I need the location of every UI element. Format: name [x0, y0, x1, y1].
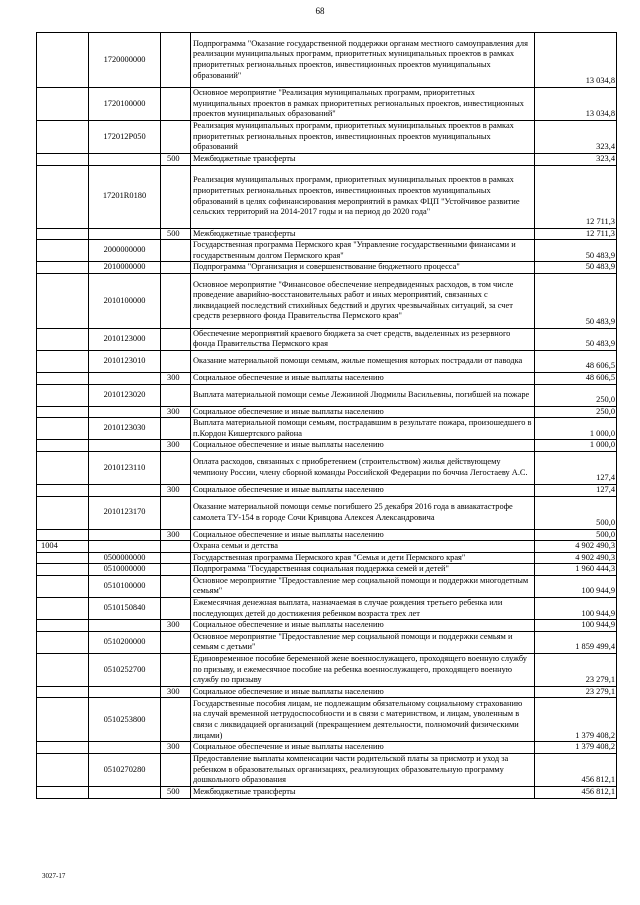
target-article-code-cell: 2010123000	[89, 328, 161, 350]
expense-type-code-cell: 300	[161, 686, 191, 698]
table-row	[37, 575, 617, 597]
target-article-code-cell: 2010123170	[89, 496, 161, 529]
table-row	[37, 373, 617, 385]
amount-cell: 48 606,5	[535, 351, 617, 373]
amount-cell: 1 000,0	[535, 440, 617, 452]
section-code-cell	[37, 742, 89, 754]
table-row	[37, 653, 617, 686]
target-article-code-cell	[89, 787, 161, 799]
expense-type-code-cell: 300	[161, 373, 191, 385]
item-name-cell: Охрана семьи и детства	[191, 541, 535, 553]
amount-cell: 23 279,1	[535, 653, 617, 686]
amount-cell: 12 711,3	[535, 228, 617, 240]
expense-type-code-cell	[161, 496, 191, 529]
target-article-code-cell	[89, 742, 161, 754]
section-code-cell	[37, 529, 89, 541]
section-code-cell	[37, 597, 89, 619]
table-row	[37, 418, 617, 440]
table-row	[37, 165, 617, 228]
amount-cell: 4 902 490,3	[535, 552, 617, 564]
target-article-code-cell: 1720100000	[89, 88, 161, 121]
section-code-cell	[37, 575, 89, 597]
section-code-cell	[37, 552, 89, 564]
table-row	[37, 698, 617, 742]
section-code-cell	[37, 273, 89, 328]
section-code-cell	[37, 564, 89, 576]
target-article-code-cell: 0510150840	[89, 597, 161, 619]
expense-type-code-cell	[161, 384, 191, 406]
amount-cell: 1 000,0	[535, 418, 617, 440]
target-article-code-cell	[89, 541, 161, 553]
target-article-code-cell: 0510270280	[89, 754, 161, 787]
expense-type-code-cell: 300	[161, 406, 191, 418]
item-name-cell: Социальное обеспечение и иные выплаты населению	[191, 686, 535, 698]
target-article-code-cell	[89, 686, 161, 698]
item-name-cell: Оказание материальной помощи семье погибшего 25 декабря 2016 года в авиакатастрофе самолета ТУ-154 в городе Сочи Кривцова Алексея Александровича	[191, 496, 535, 529]
item-name-cell: Единовременное пособие беременной жене военнослужащего, проходящего военную службу по призыву, и ежемесячное пособие на ребенка военнослужащего, проходящего военную службу по призыву	[191, 653, 535, 686]
amount-cell: 50 483,9	[535, 273, 617, 328]
target-article-code-cell: 0510200000	[89, 631, 161, 653]
amount-cell: 1 379 408,2	[535, 698, 617, 742]
section-code-cell	[37, 228, 89, 240]
item-name-cell: Оказание материальной помощи семьям, жилые помещения которых пострадали от паводка	[191, 351, 535, 373]
table-row	[37, 451, 617, 484]
table-row	[37, 620, 617, 632]
expense-type-code-cell	[161, 541, 191, 553]
target-article-code-cell: 2010100000	[89, 273, 161, 328]
section-code-cell	[37, 328, 89, 350]
expense-type-code-cell: 300	[161, 742, 191, 754]
item-name-cell: Государственная программа Пермского края "Управление государственными финансами и государственным долгом Пермского края"	[191, 240, 535, 262]
item-name-cell: Выплата материальной помощи семье Лежниной Людмилы Васильевны, погибшей на пожаре	[191, 384, 535, 406]
table-row	[37, 273, 617, 328]
expense-type-code-cell	[161, 165, 191, 228]
amount-cell: 4 902 490,3	[535, 541, 617, 553]
expense-type-code-cell	[161, 564, 191, 576]
amount-cell: 127,4	[535, 451, 617, 484]
section-code-cell	[37, 686, 89, 698]
table-row	[37, 564, 617, 576]
section-code-cell	[37, 631, 89, 653]
amount-cell: 100 944,9	[535, 597, 617, 619]
expense-type-code-cell	[161, 552, 191, 564]
item-name-cell: Межбюджетные трансферты	[191, 154, 535, 166]
section-code-cell	[37, 653, 89, 686]
table-row	[37, 686, 617, 698]
table-row	[37, 552, 617, 564]
target-article-code-cell	[89, 529, 161, 541]
target-article-code-cell: 2010123030	[89, 418, 161, 440]
section-code-cell	[37, 165, 89, 228]
item-name-cell: Основное мероприятие "Финансовое обеспечение непредвиденных расходов, в том числе проведение аварийно-восстановительных работ и иных мероприятий, связанных с ликвидацией последствий стихийных бедствий и других чрезвычайных ситуаций, за счет средств резервного фонда Правительства Пермского края"	[191, 273, 535, 328]
amount-cell: 456 812,1	[535, 754, 617, 787]
item-name-cell: Подпрограмма "Организация и совершенствование бюджетного процесса"	[191, 262, 535, 274]
section-code-cell	[37, 88, 89, 121]
item-name-cell: Подпрограмма "Государственная социальная поддержка семей и детей"	[191, 564, 535, 576]
table-row	[37, 228, 617, 240]
table-row	[37, 631, 617, 653]
section-code-cell	[37, 33, 89, 88]
amount-cell: 323,4	[535, 154, 617, 166]
expense-type-code-cell: 500	[161, 228, 191, 240]
expense-type-code-cell: 500	[161, 787, 191, 799]
amount-cell: 50 483,9	[535, 262, 617, 274]
amount-cell: 323,4	[535, 121, 617, 154]
table-row	[37, 541, 617, 553]
amount-cell: 500,0	[535, 496, 617, 529]
table-row	[37, 406, 617, 418]
target-article-code-cell	[89, 154, 161, 166]
table-row	[37, 121, 617, 154]
table-row	[37, 351, 617, 373]
item-name-cell: Социальное обеспечение и иные выплаты населению	[191, 373, 535, 385]
item-name-cell: Ежемесячная денежная выплата, назначаемая в случае рождения третьего ребенка или последующих детей до достижения ребенком возраста трех лет	[191, 597, 535, 619]
amount-cell: 456 812,1	[535, 787, 617, 799]
item-name-cell: Межбюджетные трансферты	[191, 228, 535, 240]
expense-type-code-cell	[161, 328, 191, 350]
amount-cell: 100 944,9	[535, 620, 617, 632]
item-name-cell: Социальное обеспечение и иные выплаты населению	[191, 742, 535, 754]
section-code-cell	[37, 620, 89, 632]
item-name-cell: Основное мероприятие "Предоставление мер социальной помощи и поддержки многодетным семьям"	[191, 575, 535, 597]
target-article-code-cell: 2010123110	[89, 451, 161, 484]
item-name-cell: Основное мероприятие "Реализация муниципальных программ, приоритетных муниципальных проектов в рамках приоритетных региональных проектов, инвестиционных проектов муниципальных образований"	[191, 88, 535, 121]
section-code-cell	[37, 406, 89, 418]
amount-cell: 13 034,8	[535, 33, 617, 88]
target-article-code-cell: 1720000000	[89, 33, 161, 88]
table-row	[37, 529, 617, 541]
expense-type-code-cell	[161, 597, 191, 619]
item-name-cell: Обеспечение мероприятий краевого бюджета за счет средств, выделенных из резервного фонда Правительства Пермского края	[191, 328, 535, 350]
target-article-code-cell: 2000000000	[89, 240, 161, 262]
target-article-code-cell: 2010123020	[89, 384, 161, 406]
target-article-code-cell: 172012P050	[89, 121, 161, 154]
expense-type-code-cell	[161, 418, 191, 440]
expense-type-code-cell	[161, 88, 191, 121]
table-row	[37, 597, 617, 619]
expense-type-code-cell	[161, 575, 191, 597]
amount-cell: 1 960 444,3	[535, 564, 617, 576]
expense-type-code-cell	[161, 33, 191, 88]
target-article-code-cell	[89, 373, 161, 385]
target-article-code-cell: 0510252700	[89, 653, 161, 686]
target-article-code-cell: 0510000000	[89, 564, 161, 576]
amount-cell: 250,0	[535, 406, 617, 418]
table-row	[37, 33, 617, 88]
target-article-code-cell	[89, 620, 161, 632]
target-article-code-cell	[89, 484, 161, 496]
target-article-code-cell: 17201R0180	[89, 165, 161, 228]
target-article-code-cell	[89, 406, 161, 418]
expense-type-code-cell	[161, 121, 191, 154]
document-code: 3027-17	[42, 872, 66, 880]
expense-type-code-cell	[161, 698, 191, 742]
section-code-cell	[37, 698, 89, 742]
amount-cell: 13 034,8	[535, 88, 617, 121]
section-code-cell	[37, 373, 89, 385]
expense-type-code-cell	[161, 240, 191, 262]
expense-type-code-cell: 300	[161, 620, 191, 632]
item-name-cell: Предоставление выплаты компенсации части родительской платы за присмотр и уход за ребенком в образовательных организациях, реализующих образовательную программу дошкольного образования	[191, 754, 535, 787]
target-article-code-cell: 2010123010	[89, 351, 161, 373]
item-name-cell: Межбюджетные трансферты	[191, 787, 535, 799]
amount-cell: 50 483,9	[535, 328, 617, 350]
amount-cell: 12 711,3	[535, 165, 617, 228]
item-name-cell: Государственная программа Пермского края "Семья и дети Пермского края"	[191, 552, 535, 564]
item-name-cell: Реализация муниципальных программ, приоритетных муниципальных проектов в рамках приоритетных региональных проектов, инвестиционных проектов муниципальных образований в целях софинансирования мероприятий в рамках ФЦП "Устойчивое развитие сельских территорий на 2014-2017 годы и на период до 2020 года"	[191, 165, 535, 228]
amount-cell: 1 379 408,2	[535, 742, 617, 754]
section-code-cell	[37, 418, 89, 440]
section-code-cell: 1004	[37, 541, 89, 553]
section-code-cell	[37, 351, 89, 373]
expense-type-code-cell: 300	[161, 484, 191, 496]
amount-cell: 50 483,9	[535, 240, 617, 262]
amount-cell: 100 944,9	[535, 575, 617, 597]
item-name-cell: Основное мероприятие "Предоставление мер социальной помощи и поддержки семьям и семьям с детьми"	[191, 631, 535, 653]
table-row	[37, 484, 617, 496]
table-row	[37, 328, 617, 350]
target-article-code-cell	[89, 440, 161, 452]
item-name-cell: Социальное обеспечение и иные выплаты населению	[191, 406, 535, 418]
amount-cell: 250,0	[535, 384, 617, 406]
item-name-cell: Подпрограмма "Оказание государственной поддержки органам местного самоуправления для реализации муниципальных программ, приоритетных муниципальных проектов в рамках приоритетных региональных проектов, инвестиционных проектов муниципальных образований"	[191, 33, 535, 88]
table-row	[37, 262, 617, 274]
section-code-cell	[37, 262, 89, 274]
amount-cell: 500,0	[535, 529, 617, 541]
table-row	[37, 154, 617, 166]
target-article-code-cell: 0510253800	[89, 698, 161, 742]
amount-cell: 23 279,1	[535, 686, 617, 698]
section-code-cell	[37, 121, 89, 154]
target-article-code-cell	[89, 228, 161, 240]
target-article-code-cell: 0510100000	[89, 575, 161, 597]
item-name-cell: Оплата расходов, связанных с приобретением (строительством) жилья действующему чемпиону России, члену сборной команды Российской Федерации по боччиа Легостаеву А.С.	[191, 451, 535, 484]
page-number: 68	[315, 6, 325, 16]
expense-type-code-cell	[161, 754, 191, 787]
section-code-cell	[37, 484, 89, 496]
section-code-cell	[37, 240, 89, 262]
table-row	[37, 754, 617, 787]
budget-table	[36, 32, 617, 799]
amount-cell: 48 606,5	[535, 373, 617, 385]
amount-cell: 127,4	[535, 484, 617, 496]
item-name-cell: Выплата материальной помощи семьям, пострадавшим в результате пожара, произошедшего в п.Кордон Кишертского района	[191, 418, 535, 440]
expense-type-code-cell: 500	[161, 154, 191, 166]
section-code-cell	[37, 754, 89, 787]
item-name-cell: Социальное обеспечение и иные выплаты населению	[191, 484, 535, 496]
section-code-cell	[37, 787, 89, 799]
item-name-cell: Социальное обеспечение и иные выплаты населению	[191, 620, 535, 632]
section-code-cell	[37, 384, 89, 406]
section-code-cell	[37, 440, 89, 452]
table-row	[37, 88, 617, 121]
table-row	[37, 787, 617, 799]
expense-type-code-cell	[161, 451, 191, 484]
expense-type-code-cell: 300	[161, 529, 191, 541]
target-article-code-cell: 2010000000	[89, 262, 161, 274]
target-article-code-cell: 0500000000	[89, 552, 161, 564]
item-name-cell: Социальное обеспечение и иные выплаты населению	[191, 529, 535, 541]
expense-type-code-cell	[161, 351, 191, 373]
section-code-cell	[37, 496, 89, 529]
expense-type-code-cell	[161, 631, 191, 653]
table-row	[37, 240, 617, 262]
section-code-cell	[37, 154, 89, 166]
table-row	[37, 496, 617, 529]
item-name-cell: Реализация муниципальных программ, приоритетных муниципальных проектов в рамках приоритетных региональных проектов, инвестиционных проектов муниципальных образований	[191, 121, 535, 154]
table-row	[37, 440, 617, 452]
expense-type-code-cell	[161, 273, 191, 328]
table-row	[37, 742, 617, 754]
amount-cell: 1 859 499,4	[535, 631, 617, 653]
expense-type-code-cell	[161, 262, 191, 274]
item-name-cell: Социальное обеспечение и иные выплаты населению	[191, 440, 535, 452]
table-row	[37, 384, 617, 406]
section-code-cell	[37, 451, 89, 484]
item-name-cell: Государственные пособия лицам, не подлежащим обязательному социальному страхованию на случай временной нетрудоспособности и в связи с материнством, и лицам, уволенным в связи с ликвидацией организаций (прекращением деятельности, полномочий физическими лицами)	[191, 698, 535, 742]
expense-type-code-cell: 300	[161, 440, 191, 452]
expense-type-code-cell	[161, 653, 191, 686]
